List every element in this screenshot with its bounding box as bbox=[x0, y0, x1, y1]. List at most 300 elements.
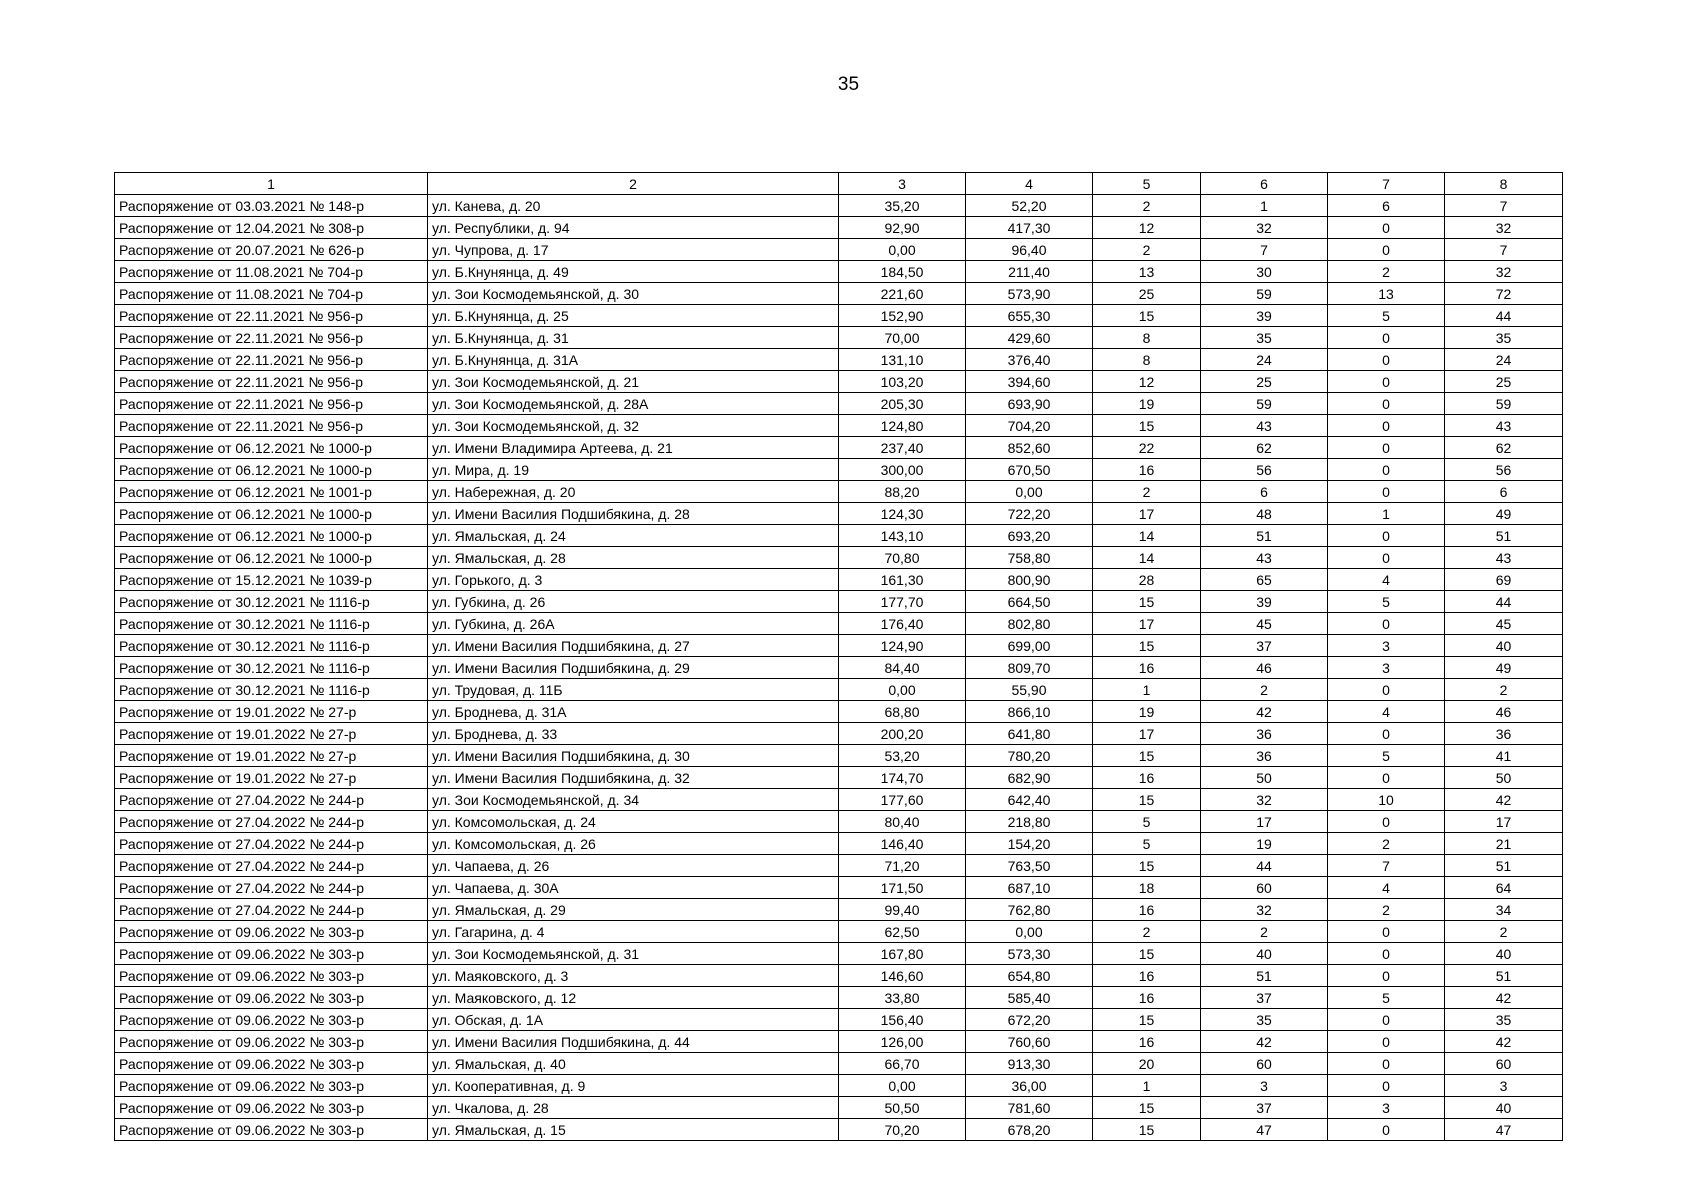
table-cell: Распоряжение от 06.12.2021 № 1000-р bbox=[115, 503, 428, 525]
table-cell: Распоряжение от 22.11.2021 № 956-р bbox=[115, 305, 428, 327]
table-cell: 2 bbox=[1201, 921, 1328, 943]
table-cell: 40 bbox=[1445, 635, 1563, 657]
table-cell: 59 bbox=[1445, 393, 1563, 415]
table-cell: 171,50 bbox=[839, 877, 966, 899]
table-cell: 654,80 bbox=[966, 965, 1093, 987]
table-cell: 25 bbox=[1201, 371, 1328, 393]
table-cell: 7 bbox=[1201, 239, 1328, 261]
table-cell: 45 bbox=[1445, 613, 1563, 635]
table-cell: 2 bbox=[1093, 921, 1201, 943]
table-cell: Распоряжение от 15.12.2021 № 1039-р bbox=[115, 569, 428, 591]
table-cell: 687,10 bbox=[966, 877, 1093, 899]
table-cell: 4 bbox=[1328, 701, 1445, 723]
table-cell: Распоряжение от 06.12.2021 № 1000-р bbox=[115, 547, 428, 569]
table-cell: 664,50 bbox=[966, 591, 1093, 613]
table-cell: 14 bbox=[1093, 547, 1201, 569]
table-row bbox=[115, 1119, 1563, 1141]
table-cell: 146,60 bbox=[839, 965, 966, 987]
table-cell: 5 bbox=[1093, 811, 1201, 833]
table-cell: 780,20 bbox=[966, 745, 1093, 767]
table-row bbox=[115, 877, 1563, 899]
table-cell: 7 bbox=[1445, 239, 1563, 261]
table-row bbox=[115, 1053, 1563, 1075]
table-cell: 3 bbox=[1328, 1097, 1445, 1119]
table-cell: 42 bbox=[1201, 1031, 1328, 1053]
table-cell: 50 bbox=[1201, 767, 1328, 789]
table-cell: 43 bbox=[1201, 547, 1328, 569]
table-cell: 64 bbox=[1445, 877, 1563, 899]
table-row bbox=[115, 965, 1563, 987]
table-row bbox=[115, 679, 1563, 701]
table-cell: 1 bbox=[1093, 1075, 1201, 1097]
table-cell: Распоряжение от 11.08.2021 № 704-р bbox=[115, 283, 428, 305]
table-cell: 7 bbox=[1328, 855, 1445, 877]
table-cell: 88,20 bbox=[839, 481, 966, 503]
table-cell: ул. Губкина, д. 26А bbox=[428, 613, 839, 635]
table-cell: ул. Имени Василия Подшибякина, д. 27 bbox=[428, 635, 839, 657]
table-cell: 0 bbox=[1328, 415, 1445, 437]
table-cell: ул. Комсомольская, д. 26 bbox=[428, 833, 839, 855]
table-cell: 16 bbox=[1093, 657, 1201, 679]
table-cell: 17 bbox=[1093, 723, 1201, 745]
table-cell: 800,90 bbox=[966, 569, 1093, 591]
table-cell: ул. Чкалова, д. 28 bbox=[428, 1097, 839, 1119]
table-cell: 51 bbox=[1201, 965, 1328, 987]
table-cell: Распоряжение от 03.03.2021 № 148-р bbox=[115, 195, 428, 217]
table-cell: ул. Горького, д. 3 bbox=[428, 569, 839, 591]
table-cell: 3 bbox=[1328, 657, 1445, 679]
table-cell: ул. Зои Космодемьянской, д. 30 bbox=[428, 283, 839, 305]
table-cell: 1 bbox=[1328, 503, 1445, 525]
table-row bbox=[115, 767, 1563, 789]
table-row bbox=[115, 283, 1563, 305]
table-cell: Распоряжение от 12.04.2021 № 308-р bbox=[115, 217, 428, 239]
table-cell: 51 bbox=[1201, 525, 1328, 547]
table-cell: Распоряжение от 22.11.2021 № 956-р bbox=[115, 371, 428, 393]
table-cell: 0 bbox=[1328, 767, 1445, 789]
table-cell: 12 bbox=[1093, 217, 1201, 239]
table-cell: 722,20 bbox=[966, 503, 1093, 525]
table-row bbox=[115, 1009, 1563, 1031]
table-cell: 59 bbox=[1201, 283, 1328, 305]
column-header: 4 bbox=[966, 173, 1093, 195]
table-cell: 46 bbox=[1201, 657, 1328, 679]
table-cell: ул. Имени Василия Подшибякина, д. 32 bbox=[428, 767, 839, 789]
table-cell: Распоряжение от 27.04.2022 № 244-р bbox=[115, 877, 428, 899]
table-cell: 16 bbox=[1093, 987, 1201, 1009]
table-cell: 96,40 bbox=[966, 239, 1093, 261]
table-cell: 33,80 bbox=[839, 987, 966, 1009]
column-header: 6 bbox=[1201, 173, 1328, 195]
table-cell: 15 bbox=[1093, 1009, 1201, 1031]
table-cell: ул. Зои Космодемьянской, д. 31 bbox=[428, 943, 839, 965]
table-cell: 42 bbox=[1445, 987, 1563, 1009]
table-cell: 0 bbox=[1328, 943, 1445, 965]
table-row bbox=[115, 789, 1563, 811]
table-row bbox=[115, 481, 1563, 503]
table-cell: ул. Имени Василия Подшибякина, д. 29 bbox=[428, 657, 839, 679]
table-cell: 16 bbox=[1093, 459, 1201, 481]
table-cell: 24 bbox=[1201, 349, 1328, 371]
table-cell: 0 bbox=[1328, 679, 1445, 701]
table-cell: 50 bbox=[1445, 767, 1563, 789]
table-cell: 35 bbox=[1201, 1009, 1328, 1031]
table-cell: 146,40 bbox=[839, 833, 966, 855]
table-cell: 50,50 bbox=[839, 1097, 966, 1119]
table-cell: 211,40 bbox=[966, 261, 1093, 283]
table-cell: ул. Ямальская, д. 40 bbox=[428, 1053, 839, 1075]
table-cell: 126,00 bbox=[839, 1031, 966, 1053]
table-row bbox=[115, 349, 1563, 371]
table-row bbox=[115, 195, 1563, 217]
table-cell: Распоряжение от 22.11.2021 № 956-р bbox=[115, 349, 428, 371]
table-cell: 37 bbox=[1201, 635, 1328, 657]
table-cell: 43 bbox=[1201, 415, 1328, 437]
table-cell: 15 bbox=[1093, 415, 1201, 437]
table-cell: 15 bbox=[1093, 591, 1201, 613]
table-cell: 0 bbox=[1328, 437, 1445, 459]
table-row bbox=[115, 371, 1563, 393]
table-cell: Распоряжение от 09.06.2022 № 303-р bbox=[115, 921, 428, 943]
table-row bbox=[115, 393, 1563, 415]
table-cell: 99,40 bbox=[839, 899, 966, 921]
table-cell: 42 bbox=[1445, 789, 1563, 811]
table-cell: 16 bbox=[1093, 965, 1201, 987]
table-row bbox=[115, 833, 1563, 855]
table-cell: 2 bbox=[1328, 899, 1445, 921]
table-cell: 19 bbox=[1093, 701, 1201, 723]
table-cell: 47 bbox=[1445, 1119, 1563, 1141]
table-cell: 156,40 bbox=[839, 1009, 966, 1031]
table-row bbox=[115, 723, 1563, 745]
table-cell: ул. Набережная, д. 20 bbox=[428, 481, 839, 503]
table-cell: Распоряжение от 22.11.2021 № 956-р bbox=[115, 415, 428, 437]
table-cell: 30 bbox=[1201, 261, 1328, 283]
table-row bbox=[115, 943, 1563, 965]
table-cell: 237,40 bbox=[839, 437, 966, 459]
table-cell: Распоряжение от 27.04.2022 № 244-р bbox=[115, 811, 428, 833]
table-row bbox=[115, 261, 1563, 283]
table-cell: 51 bbox=[1445, 965, 1563, 987]
table-cell: 0,00 bbox=[839, 1075, 966, 1097]
table-cell: ул. Имени Владимира Артеева, д. 21 bbox=[428, 437, 839, 459]
table-cell: Распоряжение от 22.11.2021 № 956-р bbox=[115, 327, 428, 349]
table-cell: ул. Губкина, д. 26 bbox=[428, 591, 839, 613]
table-cell: 2 bbox=[1328, 833, 1445, 855]
table-cell: 573,30 bbox=[966, 943, 1093, 965]
table-cell: Распоряжение от 27.04.2022 № 244-р bbox=[115, 855, 428, 877]
table-cell: 2 bbox=[1328, 261, 1445, 283]
table-cell: 20 bbox=[1093, 1053, 1201, 1075]
table-cell: 60 bbox=[1201, 1053, 1328, 1075]
table-cell: 0 bbox=[1328, 1053, 1445, 1075]
table-cell: 12 bbox=[1093, 371, 1201, 393]
table-cell: 0 bbox=[1328, 371, 1445, 393]
table-cell: 218,80 bbox=[966, 811, 1093, 833]
table-cell: 13 bbox=[1093, 261, 1201, 283]
table-cell: Распоряжение от 09.06.2022 № 303-р bbox=[115, 1075, 428, 1097]
table-cell: 17 bbox=[1445, 811, 1563, 833]
table-cell: 36 bbox=[1201, 723, 1328, 745]
table-cell: 682,90 bbox=[966, 767, 1093, 789]
table-cell: 51 bbox=[1445, 855, 1563, 877]
table-cell: 53,20 bbox=[839, 745, 966, 767]
table-cell: 154,20 bbox=[966, 833, 1093, 855]
table-cell: Распоряжение от 30.12.2021 № 1116-р bbox=[115, 657, 428, 679]
table-cell: 43 bbox=[1445, 415, 1563, 437]
table-row bbox=[115, 635, 1563, 657]
table-cell: ул. Б.Кнунянца, д. 31А bbox=[428, 349, 839, 371]
table-cell: 59 bbox=[1201, 393, 1328, 415]
table-cell: ул. Имени Василия Подшибякина, д. 44 bbox=[428, 1031, 839, 1053]
table-cell: 46 bbox=[1445, 701, 1563, 723]
table-cell: 60 bbox=[1201, 877, 1328, 899]
table-row bbox=[115, 415, 1563, 437]
table-cell: 417,30 bbox=[966, 217, 1093, 239]
table-cell: 5 bbox=[1328, 305, 1445, 327]
table-cell: 39 bbox=[1201, 591, 1328, 613]
table-cell: Распоряжение от 19.01.2022 № 27-р bbox=[115, 723, 428, 745]
table-cell: 0 bbox=[1328, 1031, 1445, 1053]
table-cell: Распоряжение от 09.06.2022 № 303-р bbox=[115, 987, 428, 1009]
table-row bbox=[115, 525, 1563, 547]
table-cell: 124,30 bbox=[839, 503, 966, 525]
table-cell: 585,40 bbox=[966, 987, 1093, 1009]
table-cell: 124,90 bbox=[839, 635, 966, 657]
table-cell: 62,50 bbox=[839, 921, 966, 943]
table-cell: 24 bbox=[1445, 349, 1563, 371]
table-cell: 70,80 bbox=[839, 547, 966, 569]
table-row bbox=[115, 591, 1563, 613]
table-cell: Распоряжение от 09.06.2022 № 303-р bbox=[115, 943, 428, 965]
table-cell: Распоряжение от 09.06.2022 № 303-р bbox=[115, 1031, 428, 1053]
table-cell: 221,60 bbox=[839, 283, 966, 305]
table-cell: 0 bbox=[1328, 459, 1445, 481]
table-cell: 17 bbox=[1201, 811, 1328, 833]
table-cell: 1 bbox=[1201, 195, 1328, 217]
table-cell: 44 bbox=[1201, 855, 1328, 877]
table-cell: 131,10 bbox=[839, 349, 966, 371]
table-cell: 47 bbox=[1201, 1119, 1328, 1141]
table-cell: 802,80 bbox=[966, 613, 1093, 635]
table-cell: 14 bbox=[1093, 525, 1201, 547]
table-cell: 66,70 bbox=[839, 1053, 966, 1075]
table-cell: 0 bbox=[1328, 481, 1445, 503]
table-cell: 51 bbox=[1445, 525, 1563, 547]
table-cell: ул. Зои Космодемьянской, д. 28А bbox=[428, 393, 839, 415]
table-cell: 866,10 bbox=[966, 701, 1093, 723]
table-cell: ул. Маяковского, д. 12 bbox=[428, 987, 839, 1009]
table-cell: 5 bbox=[1328, 745, 1445, 767]
table-cell: 704,20 bbox=[966, 415, 1093, 437]
table-cell: 15 bbox=[1093, 305, 1201, 327]
table-cell: ул. Чупрова, д. 17 bbox=[428, 239, 839, 261]
table-cell: 16 bbox=[1093, 767, 1201, 789]
table-cell: 15 bbox=[1093, 635, 1201, 657]
table-cell: 0 bbox=[1328, 811, 1445, 833]
table-cell: ул. Б.Кнунянца, д. 25 bbox=[428, 305, 839, 327]
table-cell: 56 bbox=[1445, 459, 1563, 481]
table-cell: ул. Б.Кнунянца, д. 49 bbox=[428, 261, 839, 283]
table-cell: 0 bbox=[1328, 1075, 1445, 1097]
table-cell: 40 bbox=[1201, 943, 1328, 965]
table-cell: 40 bbox=[1445, 1097, 1563, 1119]
table-cell: 573,90 bbox=[966, 283, 1093, 305]
table-cell: 5 bbox=[1328, 987, 1445, 1009]
table-cell: 693,20 bbox=[966, 525, 1093, 547]
table-cell: 41 bbox=[1445, 745, 1563, 767]
table-row bbox=[115, 745, 1563, 767]
table-cell: 48 bbox=[1201, 503, 1328, 525]
table-row bbox=[115, 657, 1563, 679]
column-header: 5 bbox=[1093, 173, 1201, 195]
table-cell: 10 bbox=[1328, 789, 1445, 811]
table-cell: 49 bbox=[1445, 657, 1563, 679]
table-cell: 43 bbox=[1445, 547, 1563, 569]
table-cell: Распоряжение от 27.04.2022 № 244-р bbox=[115, 833, 428, 855]
table-cell: ул. Кооперативная, д. 9 bbox=[428, 1075, 839, 1097]
table-cell: 2 bbox=[1093, 239, 1201, 261]
table-cell: 17 bbox=[1093, 503, 1201, 525]
table-cell: 16 bbox=[1093, 899, 1201, 921]
table-cell: 2 bbox=[1201, 679, 1328, 701]
table-row bbox=[115, 899, 1563, 921]
table-cell: 32 bbox=[1201, 217, 1328, 239]
table-cell: 2 bbox=[1093, 195, 1201, 217]
table-cell: 161,30 bbox=[839, 569, 966, 591]
table-cell: 35 bbox=[1201, 327, 1328, 349]
table-cell: ул. Республики, д. 94 bbox=[428, 217, 839, 239]
table-cell: 15 bbox=[1093, 1119, 1201, 1141]
table-cell: 65 bbox=[1201, 569, 1328, 591]
table-cell: 28 bbox=[1093, 569, 1201, 591]
table-cell: 655,30 bbox=[966, 305, 1093, 327]
column-header: 3 bbox=[839, 173, 966, 195]
table-cell: 25 bbox=[1445, 371, 1563, 393]
table-cell: 0 bbox=[1328, 217, 1445, 239]
table-cell: ул. Ямальская, д. 28 bbox=[428, 547, 839, 569]
table-cell: 103,20 bbox=[839, 371, 966, 393]
table-cell: 2 bbox=[1445, 679, 1563, 701]
table-cell: 15 bbox=[1093, 745, 1201, 767]
table-cell: ул. Канева, д. 20 bbox=[428, 195, 839, 217]
table-cell: ул. Зои Космодемьянской, д. 34 bbox=[428, 789, 839, 811]
table-cell: ул. Ямальская, д. 29 bbox=[428, 899, 839, 921]
table-cell: 167,80 bbox=[839, 943, 966, 965]
table-cell: ул. Ямальская, д. 15 bbox=[428, 1119, 839, 1141]
table-cell: ул. Имени Василия Подшибякина, д. 30 bbox=[428, 745, 839, 767]
table-cell: 18 bbox=[1093, 877, 1201, 899]
table-cell: 37 bbox=[1201, 987, 1328, 1009]
table-cell: Распоряжение от 30.12.2021 № 1116-р bbox=[115, 591, 428, 613]
table-cell: 642,40 bbox=[966, 789, 1093, 811]
table-cell: Распоряжение от 30.12.2021 № 1116-р bbox=[115, 635, 428, 657]
table-row bbox=[115, 855, 1563, 877]
table-cell: 3 bbox=[1201, 1075, 1328, 1097]
table-cell: 19 bbox=[1093, 393, 1201, 415]
table-cell: 0,00 bbox=[839, 239, 966, 261]
table-cell: 641,80 bbox=[966, 723, 1093, 745]
table-cell: Распоряжение от 27.04.2022 № 244-р bbox=[115, 789, 428, 811]
table-cell: 42 bbox=[1445, 1031, 1563, 1053]
table-cell: Распоряжение от 30.12.2021 № 1116-р bbox=[115, 679, 428, 701]
table-cell: 69 bbox=[1445, 569, 1563, 591]
table-cell: 143,10 bbox=[839, 525, 966, 547]
table-cell: 25 bbox=[1093, 283, 1201, 305]
table-cell: 3 bbox=[1328, 635, 1445, 657]
table-cell: 124,80 bbox=[839, 415, 966, 437]
table-cell: 62 bbox=[1445, 437, 1563, 459]
table-cell: 60 bbox=[1445, 1053, 1563, 1075]
table-cell: 35 bbox=[1445, 327, 1563, 349]
table-cell: 92,90 bbox=[839, 217, 966, 239]
table-cell: 15 bbox=[1093, 1097, 1201, 1119]
table-cell: 699,00 bbox=[966, 635, 1093, 657]
table-cell: ул. Чапаева, д. 26 bbox=[428, 855, 839, 877]
table-cell: 781,60 bbox=[966, 1097, 1093, 1119]
table-cell: 0 bbox=[1328, 723, 1445, 745]
table-cell: 34 bbox=[1445, 899, 1563, 921]
table-row bbox=[115, 1075, 1563, 1097]
table-cell: 15 bbox=[1093, 855, 1201, 877]
table-cell: 37 bbox=[1201, 1097, 1328, 1119]
table-cell: 7 bbox=[1445, 195, 1563, 217]
table-cell: 0,00 bbox=[966, 481, 1093, 503]
table-row bbox=[115, 305, 1563, 327]
table-cell: 35 bbox=[1445, 1009, 1563, 1031]
table-cell: 72 bbox=[1445, 283, 1563, 305]
table-cell: Распоряжение от 11.08.2021 № 704-р bbox=[115, 261, 428, 283]
table-cell: ул. Мира, д. 19 bbox=[428, 459, 839, 481]
table-cell: 3 bbox=[1445, 1075, 1563, 1097]
table-cell: 376,40 bbox=[966, 349, 1093, 371]
table-cell: 758,80 bbox=[966, 547, 1093, 569]
table-cell: 70,20 bbox=[839, 1119, 966, 1141]
table-cell: ул. Зои Космодемьянской, д. 21 bbox=[428, 371, 839, 393]
table-cell: 176,40 bbox=[839, 613, 966, 635]
table-cell: 5 bbox=[1328, 591, 1445, 613]
table-cell: 19 bbox=[1201, 833, 1328, 855]
table-row bbox=[115, 239, 1563, 261]
table-cell: 152,90 bbox=[839, 305, 966, 327]
table-cell: 760,60 bbox=[966, 1031, 1093, 1053]
table-cell: 45 bbox=[1201, 613, 1328, 635]
table-cell: Распоряжение от 09.06.2022 № 303-р bbox=[115, 965, 428, 987]
table-cell: 5 bbox=[1093, 833, 1201, 855]
table-cell: 0 bbox=[1328, 239, 1445, 261]
table-row bbox=[115, 503, 1563, 525]
table-cell: 6 bbox=[1201, 481, 1328, 503]
column-header: 8 bbox=[1445, 173, 1563, 195]
table-cell: ул. Броднева, д. 31А bbox=[428, 701, 839, 723]
table-cell: 36 bbox=[1201, 745, 1328, 767]
table-cell: 0 bbox=[1328, 393, 1445, 415]
table-cell: Распоряжение от 27.04.2022 № 244-р bbox=[115, 899, 428, 921]
table-cell: 177,60 bbox=[839, 789, 966, 811]
table-row bbox=[115, 217, 1563, 239]
table-cell: Распоряжение от 06.12.2021 № 1001-р bbox=[115, 481, 428, 503]
table-cell: 200,20 bbox=[839, 723, 966, 745]
table-cell: 62 bbox=[1201, 437, 1328, 459]
table-cell: Распоряжение от 22.11.2021 № 956-р bbox=[115, 393, 428, 415]
table-cell: 32 bbox=[1201, 899, 1328, 921]
table-cell: 56 bbox=[1201, 459, 1328, 481]
table-cell: 763,50 bbox=[966, 855, 1093, 877]
table-cell: 672,20 bbox=[966, 1009, 1093, 1031]
table-cell: 32 bbox=[1445, 261, 1563, 283]
table-row bbox=[115, 987, 1563, 1009]
table-cell: 22 bbox=[1093, 437, 1201, 459]
